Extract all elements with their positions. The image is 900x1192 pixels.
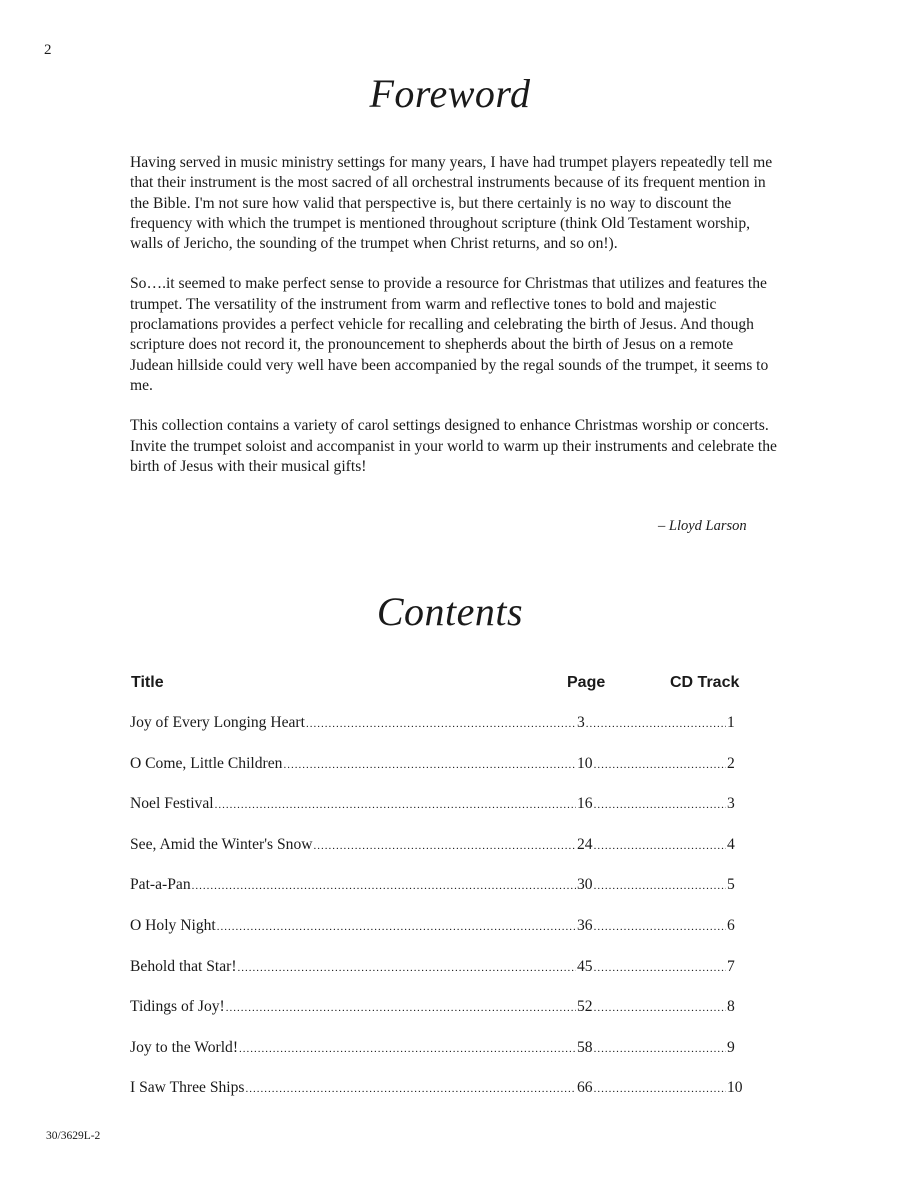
dot-leader <box>594 1002 726 1014</box>
song-title: O Holy Night <box>130 916 216 934</box>
song-page: 16 <box>577 795 593 813</box>
song-title: Pat-a-Pan <box>130 876 191 894</box>
song-title: O Come, Little Children <box>130 754 283 772</box>
contents-row <box>130 714 745 755</box>
song-page: 58 <box>577 1038 593 1056</box>
dot-leader <box>215 799 576 811</box>
foreword-paragraph: So….it seemed to make perfect sense to provide a resource for Christmas that utilizes and features the trumpet. The versatility of the instrument from warm and reflective tones to bold and majestic proclamations provides a perfect vehicle for recalling and celebrating the birth of Jesus. And though scripture does not record it, the pronouncement to shepherds about the birth of Jesus on a remote Judean hillside could very well have been accompanied by the regal sounds of the trumpet, it seems to me. <box>130 275 769 394</box>
song-cd-track: 7 <box>727 957 735 975</box>
dot-leader <box>594 759 726 771</box>
song-cd-track: 5 <box>727 876 735 894</box>
contents-row <box>130 876 745 917</box>
page-number: 2 <box>44 42 52 58</box>
song-title: Joy to the World! <box>130 1038 239 1056</box>
dot-leader <box>217 921 576 933</box>
catalog-number: 30/3629L-2 <box>46 1130 101 1142</box>
contents-row <box>130 1079 745 1120</box>
contents-row <box>130 1039 745 1080</box>
dot-leader <box>226 1002 576 1014</box>
dot-leader <box>192 880 576 892</box>
contents-row <box>130 917 745 958</box>
dot-leader <box>238 962 576 974</box>
song-cd-track: 8 <box>727 998 735 1016</box>
dot-leader <box>283 759 576 771</box>
foreword-body <box>130 153 778 497</box>
song-title: Noel Festival <box>130 795 214 813</box>
dot-leader <box>594 880 726 892</box>
contents-row <box>130 836 745 877</box>
song-title: Behold that Star! <box>130 957 237 975</box>
song-cd-track: 9 <box>727 1038 735 1056</box>
column-header-page: Page <box>567 674 606 691</box>
dot-leader <box>314 840 576 852</box>
song-page: 36 <box>577 916 593 934</box>
song-page: 45 <box>577 957 593 975</box>
contents-list <box>130 714 745 1120</box>
song-title: I Saw Three Ships <box>130 1079 245 1097</box>
song-cd-track: 1 <box>727 714 735 731</box>
song-page: 3 <box>577 714 585 731</box>
song-page: 30 <box>577 876 593 894</box>
song-page: 24 <box>577 835 593 853</box>
contents-title: Contents <box>376 589 524 634</box>
foreword-paragraph: Having served in music ministry settings for many years, I have had trumpet players repeatedly tell me that their instrument is the most sacred of all orchestral instruments because of its frequent mention in the Bible. I'm not sure how valid that perspective is, but there certainly is no way to discount the frequency with which the trumpet is mentioned throughout scripture (think Old Testament worship, walls of Jericho, the sounding of the trumpet when Christ returns, and so on!). <box>130 154 773 253</box>
song-title: See, Amid the Winter's Snow <box>130 835 313 853</box>
column-header-title: Title <box>131 674 164 691</box>
dot-leader <box>594 1083 726 1095</box>
foreword-paragraph: This collection contains a variety of carol settings designed to enhance Christmas worship or concerts. Invite the trumpet soloist and accompanist in your world to warm up their instruments and celebrate the birth of Jesus with their musical gifts! <box>130 417 777 475</box>
foreword-title: Foreword <box>369 71 531 116</box>
author-signature: – Lloyd Larson <box>658 518 747 534</box>
song-page: 66 <box>577 1079 593 1097</box>
dot-leader <box>239 1043 576 1055</box>
dot-leader <box>306 718 576 730</box>
dot-leader <box>246 1083 577 1095</box>
song-cd-track: 4 <box>727 835 735 853</box>
song-page: 10 <box>577 754 593 772</box>
contents-row <box>130 795 745 836</box>
song-cd-track: 3 <box>727 795 735 813</box>
song-cd-track: 10 <box>727 1079 743 1097</box>
dot-leader <box>594 799 726 811</box>
contents-row <box>130 958 745 999</box>
song-title: Joy of Every Longing Heart <box>130 714 305 731</box>
dot-leader <box>594 1043 726 1055</box>
song-title: Tidings of Joy! <box>130 998 225 1016</box>
dot-leader <box>594 840 726 852</box>
song-cd-track: 6 <box>727 916 735 934</box>
contents-row <box>130 755 745 796</box>
song-page: 52 <box>577 998 593 1016</box>
song-cd-track: 2 <box>727 754 735 772</box>
contents-row <box>130 998 745 1039</box>
dot-leader <box>586 718 726 730</box>
column-header-cd-track: CD Track <box>670 674 740 691</box>
dot-leader <box>594 921 726 933</box>
dot-leader <box>594 962 726 974</box>
